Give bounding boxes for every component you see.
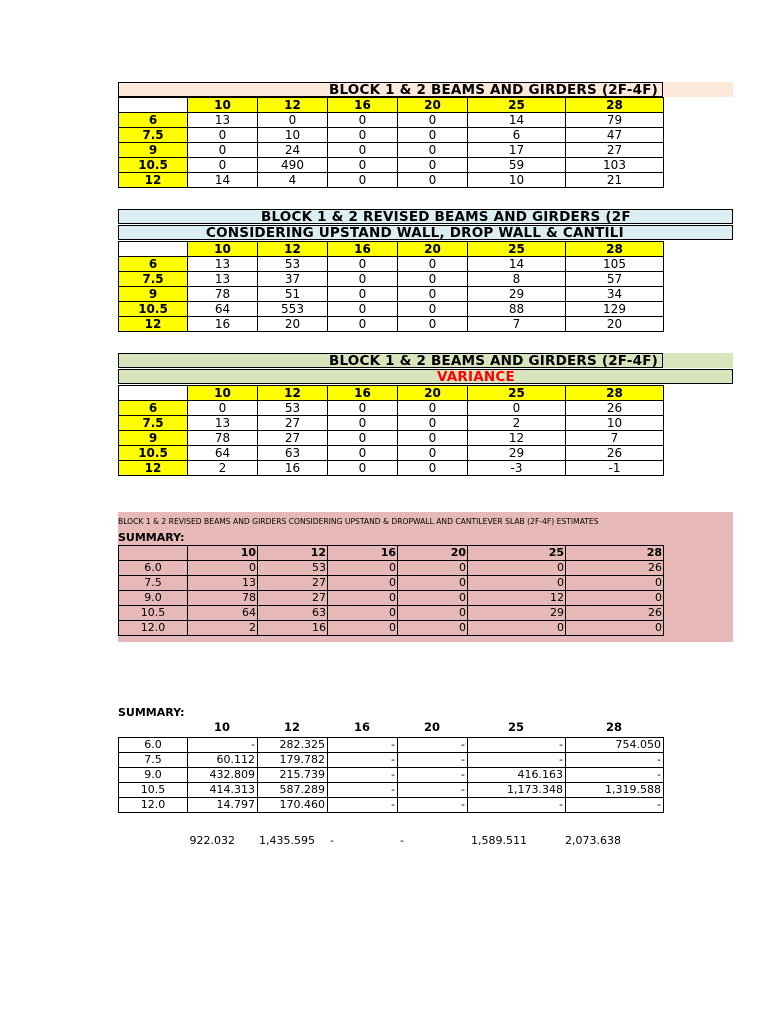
cell: 27 [258,576,328,591]
cell: 0 [328,431,398,446]
col-header: 25 [468,546,566,561]
cell: 0 [398,621,468,636]
cell: 553 [258,302,328,317]
cell: 0 [328,621,398,636]
cell: 53 [258,561,328,576]
cell: 0 [328,576,398,591]
table3-title-extension [663,353,733,368]
cell: 59 [468,158,566,173]
cell: 53 [258,401,328,416]
row-label: 7.5 [119,416,188,431]
cell: 0 [328,591,398,606]
cell: 0 [258,113,328,128]
cell: 37 [258,272,328,287]
cell: 414.313 [188,783,258,798]
col-header: 12 [283,720,300,734]
cell: - [398,768,468,783]
cell: 13 [188,576,258,591]
cell: 0 [398,461,468,476]
row-label: 10.5 [119,606,188,621]
total-cell: - [330,834,334,847]
table-row [119,446,664,461]
cell: 16 [188,317,258,332]
cell: 29 [468,287,566,302]
cell: - [398,783,468,798]
cell: 6 [468,128,566,143]
cell: 29 [468,446,566,461]
row-label: 6.0 [119,738,188,753]
cell: - [468,753,566,768]
cell: - [328,768,398,783]
row-label: 12.0 [119,798,188,813]
col-header: 20 [398,546,468,561]
cell: 60.112 [188,753,258,768]
table1-title: BLOCK 1 & 2 BEAMS AND GIRDERS (2F-4F) [329,82,658,97]
cell: 17 [468,143,566,158]
col-header: 20 [423,720,440,734]
cell: - [566,753,664,768]
row-label: 10.5 [119,783,188,798]
cell: - [468,738,566,753]
cell: 78 [188,431,258,446]
total-cell: 1,435.595 [259,834,315,847]
row-label: 9.0 [119,591,188,606]
cell: 0 [398,431,468,446]
cell: 1,173.348 [468,783,566,798]
cell: 0 [328,113,398,128]
table4-note: BLOCK 1 & 2 REVISED BEAMS AND GIRDERS CONSIDERING UPSTAND & DROPWALL AND CANTILEVER SLAB (2F-4F) ESTIMATES [118,517,599,526]
cell: 47 [566,128,664,143]
table-row [119,302,664,317]
total-cell: - [400,834,404,847]
table2-subtitle: CONSIDERING UPSTAND WALL, DROP WALL & CANTILI [206,225,624,240]
cell: 0 [328,302,398,317]
cell: 0 [328,446,398,461]
row-label: 6 [119,401,188,416]
cell: 7 [566,431,664,446]
cell: 432.809 [188,768,258,783]
cell: 27 [258,416,328,431]
table-row [119,158,664,173]
cell: 0 [328,606,398,621]
cell: 14 [188,173,258,188]
col-header: 25 [468,98,566,113]
cell: 0 [188,143,258,158]
cell: 0 [398,272,468,287]
cell: 105 [566,257,664,272]
cell: 78 [188,591,258,606]
table-row [119,461,664,476]
cell: 26 [566,446,664,461]
col-header: 28 [566,242,664,257]
row-label: 9 [119,431,188,446]
col-header: 10 [213,720,230,734]
cell: -3 [468,461,566,476]
cell: 14.797 [188,798,258,813]
row-label: 7.5 [119,272,188,287]
col-header: 12 [258,386,328,401]
row-label: 12.0 [119,621,188,636]
table5-header-row [118,720,663,736]
table2-title-bar [118,209,733,224]
col-header: 16 [353,720,370,734]
cell: - [398,738,468,753]
cell: 0 [328,143,398,158]
col-header: 28 [566,386,664,401]
row-label: 6.0 [119,561,188,576]
col-header: 10 [188,546,258,561]
table5 [118,737,664,813]
cell: 0 [566,591,664,606]
cell: 26 [566,401,664,416]
cell: 27 [566,143,664,158]
cell: 0 [398,576,468,591]
col-header: 10 [188,242,258,257]
cell: 16 [258,461,328,476]
cell: 16 [258,621,328,636]
cell: 4 [258,173,328,188]
cell: 0 [468,576,566,591]
col-header: 16 [328,242,398,257]
table-row [119,783,664,798]
cell: 0 [398,158,468,173]
cell: 0 [188,128,258,143]
row-label: 6 [119,113,188,128]
cell: 0 [398,173,468,188]
row-label: 9 [119,287,188,302]
table-row [119,272,664,287]
col-header: 25 [507,720,524,734]
cell: 0 [328,401,398,416]
table-row [119,738,664,753]
col-header: 20 [398,386,468,401]
table4-header-row [119,546,664,561]
cell: 64 [188,446,258,461]
cell: 0 [328,257,398,272]
cell: 64 [188,302,258,317]
cell: 0 [188,561,258,576]
cell: - [468,798,566,813]
table3-subtitle-bar [118,369,733,384]
table3-title-bar [118,353,663,368]
cell: 0 [328,173,398,188]
col-header: 20 [398,242,468,257]
cell: 0 [468,401,566,416]
cell: 2 [188,621,258,636]
table2-header-row [119,242,664,257]
table3 [118,385,664,476]
row-label: 9 [119,143,188,158]
table1 [118,97,664,188]
cell: 0 [398,317,468,332]
cell: 78 [188,287,258,302]
col-header: 12 [258,98,328,113]
cell: 587.289 [258,783,328,798]
table-row [119,287,664,302]
cell: 21 [566,173,664,188]
table2-title: BLOCK 1 & 2 REVISED BEAMS AND GIRDERS (2F [261,209,631,224]
cell: 12 [468,591,566,606]
cell: 53 [258,257,328,272]
cell: 0 [328,128,398,143]
cell: 0 [398,143,468,158]
col-header: 28 [605,720,622,734]
cell: 27 [258,591,328,606]
cell: 2 [188,461,258,476]
cell: 2 [468,416,566,431]
totals-row [118,834,663,848]
cell: - [398,798,468,813]
table-row [119,416,664,431]
table4 [118,545,664,636]
cell: 8 [468,272,566,287]
cell: - [328,798,398,813]
table-row [119,431,664,446]
table-row [119,401,664,416]
col-header: 10 [188,98,258,113]
cell: 57 [566,272,664,287]
cell: -1 [566,461,664,476]
cell: 64 [188,606,258,621]
table2-subtitle-bar [118,225,733,240]
col-header: 12 [258,242,328,257]
cell: 0 [468,561,566,576]
table-row [119,143,664,158]
row-label: 10.5 [119,446,188,461]
cell: 0 [566,576,664,591]
table5-summary-label: SUMMARY: [118,706,185,719]
cell: 26 [566,561,664,576]
cell: 14 [468,257,566,272]
cell: 0 [188,158,258,173]
table1-header-row [119,98,664,113]
cell: 0 [328,158,398,173]
table-row [119,257,664,272]
cell: 0 [398,113,468,128]
cell: 0 [468,621,566,636]
cell: - [566,798,664,813]
cell: 215.739 [258,768,328,783]
table-row [119,113,664,128]
row-label: 10.5 [119,302,188,317]
cell: 490 [258,158,328,173]
table1-title-bar [118,82,663,97]
col-header: 12 [258,546,328,561]
cell: 10 [258,128,328,143]
table-row [119,753,664,768]
table-row [119,768,664,783]
col-header: 25 [468,386,566,401]
cell: 14 [468,113,566,128]
cell: 26 [566,606,664,621]
cell: 170.460 [258,798,328,813]
cell: 79 [566,113,664,128]
cell: - [328,753,398,768]
cell: 27 [258,431,328,446]
cell: 10 [468,173,566,188]
row-label: 7.5 [119,753,188,768]
table2 [118,241,664,332]
cell: 0 [328,561,398,576]
row-label: 10.5 [119,158,188,173]
cell: - [398,753,468,768]
total-cell: 922.032 [189,834,235,847]
cell: 754.050 [566,738,664,753]
table-row [119,561,664,576]
cell: 63 [258,606,328,621]
col-header: 16 [328,386,398,401]
cell: 29 [468,606,566,621]
row-label: 7.5 [119,576,188,591]
col-header: 20 [398,98,468,113]
col-header: 16 [328,546,398,561]
cell: 129 [566,302,664,317]
cell: 0 [398,606,468,621]
cell: 10 [566,416,664,431]
corner-cell [119,546,188,561]
table-row [119,317,664,332]
col-header: 25 [468,242,566,257]
cell: 0 [188,401,258,416]
row-label: 12 [119,173,188,188]
total-cell: 1,589.511 [471,834,527,847]
cell: 1,319.588 [566,783,664,798]
cell: 20 [258,317,328,332]
cell: 51 [258,287,328,302]
table3-header-row [119,386,664,401]
cell: 179.782 [258,753,328,768]
cell: 0 [328,272,398,287]
cell: 0 [398,446,468,461]
row-label: 6 [119,257,188,272]
table-row [119,591,664,606]
corner-cell [119,242,188,257]
row-label: 9.0 [119,768,188,783]
table1-title-extension [663,82,733,97]
cell: 103 [566,158,664,173]
table-row [119,128,664,143]
cell: 0 [328,461,398,476]
cell: 0 [328,317,398,332]
cell: 13 [188,257,258,272]
cell: 0 [398,591,468,606]
cell: 34 [566,287,664,302]
cell: 0 [398,416,468,431]
table-row [119,576,664,591]
row-label: 7.5 [119,128,188,143]
cell: 12 [468,431,566,446]
cell: 0 [566,621,664,636]
row-label: 12 [119,461,188,476]
cell: 88 [468,302,566,317]
table-row [119,606,664,621]
row-label: 12 [119,317,188,332]
cell: 0 [398,401,468,416]
cell: - [328,783,398,798]
total-cell: 2,073.638 [565,834,621,847]
cell: - [188,738,258,753]
col-header: 28 [566,546,664,561]
cell: 0 [398,257,468,272]
corner-cell [119,98,188,113]
cell: 0 [398,287,468,302]
cell: 0 [398,561,468,576]
cell: 13 [188,416,258,431]
corner-cell [119,386,188,401]
cell: 0 [398,128,468,143]
cell: 282.325 [258,738,328,753]
cell: 63 [258,446,328,461]
cell: 7 [468,317,566,332]
cell: 13 [188,272,258,287]
cell: 0 [328,287,398,302]
table4-summary-label: SUMMARY: [118,531,185,544]
table-row [119,621,664,636]
cell: 416.163 [468,768,566,783]
cell: 24 [258,143,328,158]
table-row [119,798,664,813]
cell: - [328,738,398,753]
cell: 0 [398,302,468,317]
col-header: 28 [566,98,664,113]
variance-label: VARIANCE [437,369,515,384]
col-header: 10 [188,386,258,401]
table-row [119,173,664,188]
cell: 0 [328,416,398,431]
cell: - [566,768,664,783]
col-header: 16 [328,98,398,113]
table3-title: BLOCK 1 & 2 BEAMS AND GIRDERS (2F-4F) [329,353,658,368]
cell: 13 [188,113,258,128]
cell: 20 [566,317,664,332]
